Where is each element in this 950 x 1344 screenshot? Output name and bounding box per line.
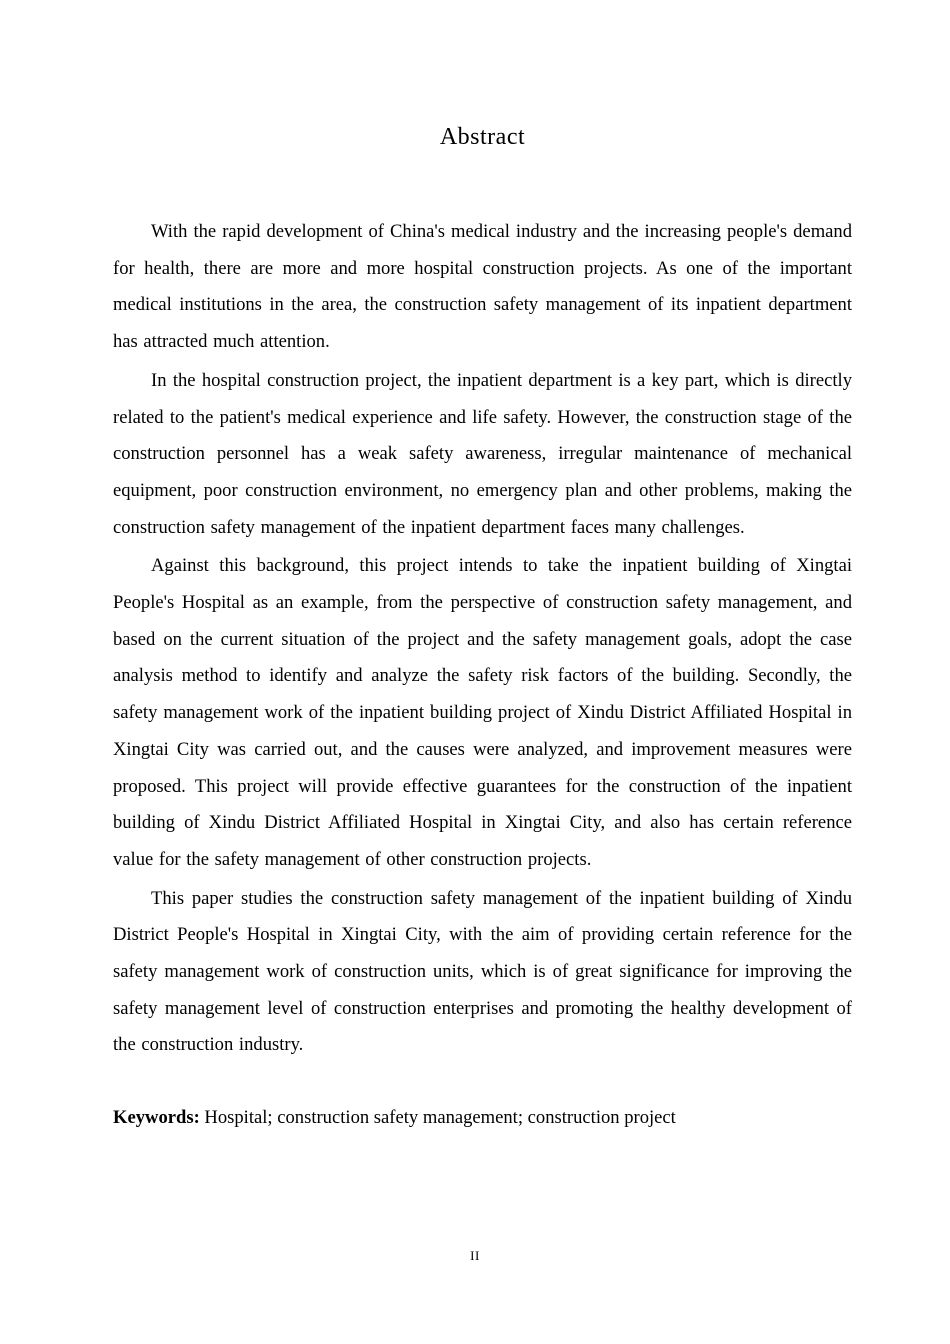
keywords-line <box>113 1100 852 1137</box>
abstract-paragraph-3: Against this background, this project intends to take the inpatient building of Xingtai People's Hospital as an example, from the perspective of construction safety management, and based on the current situation of the project and the safety management goals, adopt the case analysis method to identify and analyze the safety risk factors of the building. Secondly, the safety management work of the inpatient building project of Xindu District Affiliated Hospital in Xingtai City was carried out, and the causes were analyzed, and improvement measures were proposed. This project will provide effective guarantees for the construction of the inpatient building of Xindu District Affiliated Hospital in Xingtai City, and also has certain reference value for the safety management of other construction projects. <box>113 555 852 870</box>
keywords-label: Keywords: <box>113 1107 200 1129</box>
abstract-paragraph-4: This paper studies the construction safety management of the inpatient building of Xindu District People's Hospital in Xingtai City, with the aim of providing certain reference for the safety management work of construction units, which is of great significance for improving the safety management level of construction enterprises and promoting the healthy development of the construction industry. <box>113 887 852 1056</box>
abstract-paragraph-2: In the hospital construction project, the inpatient department is a key part, which is directly related to the patient's medical experience and life safety. However, the construction stage of the construction personnel has a weak safety awareness, irregular maintenance of mechanical equipment, poor construction environment, no emergency plan and other problems, making the construction safety management of the inpatient department faces many challenges. <box>113 369 852 538</box>
page-number: II <box>470 1248 480 1263</box>
keywords-text: Hospital; construction safety management; construction project <box>204 1107 676 1129</box>
abstract-paragraph-1: With the rapid development of China's medical industry and the increasing people's demand for health, there are more and more hospital construction projects. As one of the important medical institutions in the area, the construction safety management of its inpatient department has attracted much attention. <box>113 221 852 353</box>
page-title: Abstract <box>439 124 526 150</box>
